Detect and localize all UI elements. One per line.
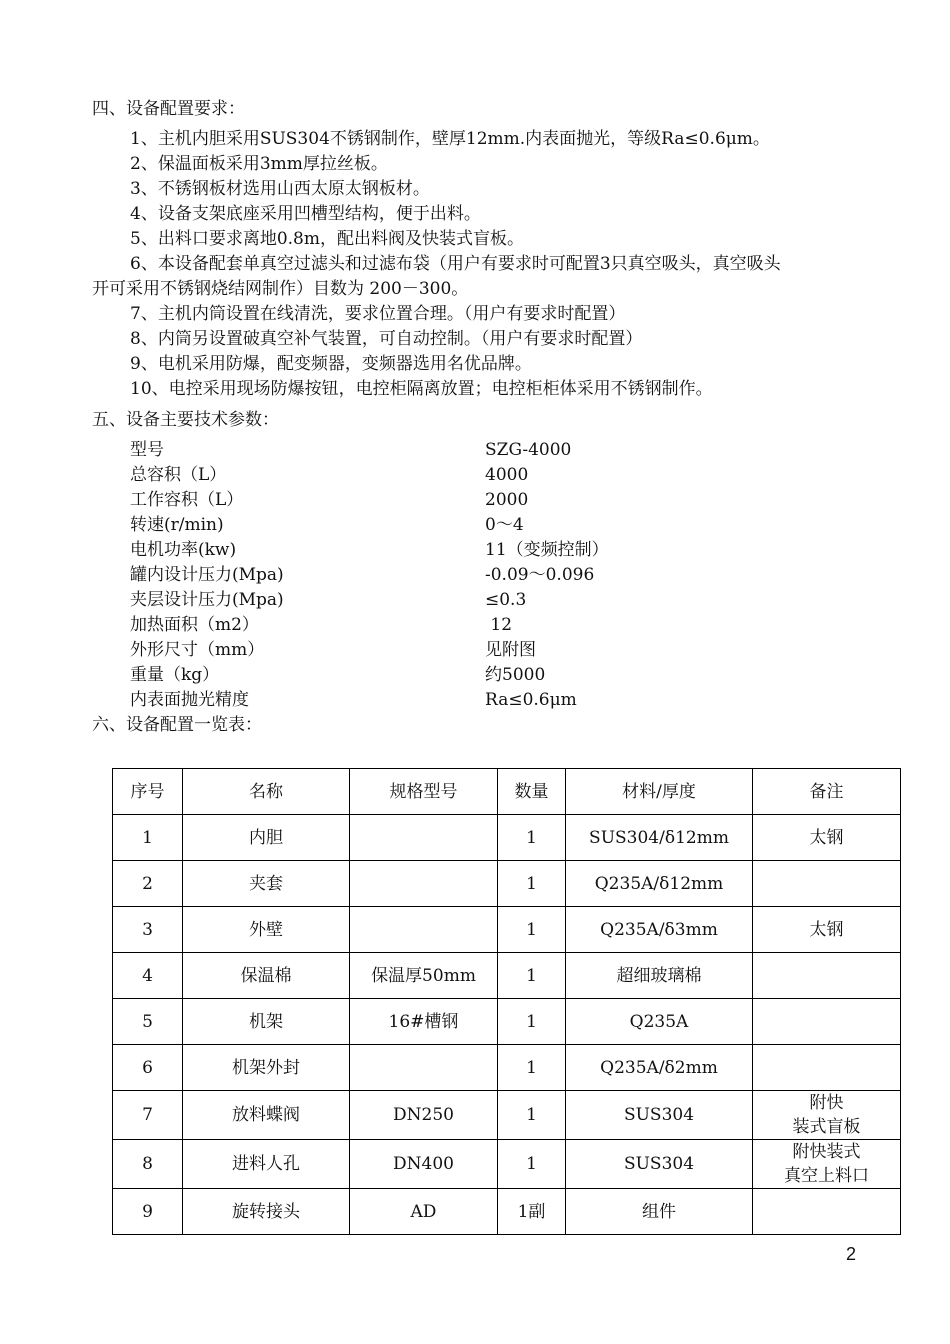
section4-item-8: 8、内筒另设置破真空补气装置，可自动控制。（用户有要求时配置）: [130, 329, 643, 349]
table-cell: 1: [498, 953, 566, 999]
table-cell: DN400: [350, 1140, 498, 1189]
table-cell: 附快装式 真空上料口: [753, 1140, 901, 1189]
table-cell: [753, 953, 901, 999]
table-cell: 7: [113, 1091, 183, 1140]
table-cell: SUS304: [566, 1091, 753, 1140]
header-cell: 数量: [498, 769, 566, 815]
section4-item-6-continuation: 开可采用不锈钢烧结网制作）目数为 200－300。: [92, 279, 469, 299]
table-cell: 3: [113, 907, 183, 953]
header-cell: 序号: [113, 769, 183, 815]
table-cell: DN250: [350, 1091, 498, 1140]
table-cell: 放料蝶阀: [183, 1091, 350, 1140]
table-cell: Q235A: [566, 999, 753, 1045]
table-cell: 16#槽钢: [350, 999, 498, 1045]
page-number: 2: [846, 1244, 857, 1264]
section4-item-2: 2、保温面板采用3mm厚拉丝板。: [130, 154, 388, 174]
table-cell: 机架: [183, 999, 350, 1045]
table-row: [113, 907, 901, 953]
table-cell: 1: [498, 1045, 566, 1091]
param-name: 加热面积（m2）: [130, 615, 259, 635]
table-cell: 4: [113, 953, 183, 999]
table-cell: 6: [113, 1045, 183, 1091]
section4-item-7: 7、主机内筒设置在线清洗，要求位置合理。（用户有要求时配置）: [130, 304, 626, 324]
table-cell: 内胆: [183, 815, 350, 861]
header-cell: 材料/厚度: [566, 769, 753, 815]
section6-heading: 六、设备配置一览表：: [92, 715, 262, 735]
table-header-row: [113, 769, 901, 815]
table-cell: AD: [350, 1189, 498, 1235]
param-value: 见附图: [485, 640, 536, 660]
table-cell: [350, 815, 498, 861]
header-cell: 规格型号: [350, 769, 498, 815]
table-cell: [753, 861, 901, 907]
param-value: Ra≤0.6μm: [485, 690, 577, 710]
table-row: [113, 861, 901, 907]
table-cell: 8: [113, 1140, 183, 1189]
table-cell: 1: [498, 815, 566, 861]
param-value: -0.09～0.096: [485, 565, 595, 585]
param-name: 夹层设计压力(Mpa): [130, 590, 284, 610]
table-row: [113, 1140, 901, 1189]
section4-item-1: 1、主机内胆采用SUS304不锈钢制作，壁厚12mm.内表面抛光，等级Ra≤0.6μm。: [130, 129, 770, 149]
param-value: 0～4: [485, 515, 524, 535]
table-cell: 2: [113, 861, 183, 907]
table-row: [113, 1091, 901, 1140]
section4-item-4: 4、设备支架底座采用凹槽型结构，便于出料。: [130, 204, 481, 224]
table-cell: 旋转接头: [183, 1189, 350, 1235]
table-cell: 太钢: [753, 907, 901, 953]
param-name: 转速(r/min): [130, 515, 224, 535]
table-row: [113, 999, 901, 1045]
section4-item-10: 10、电控采用现场防爆按钮，电控柜隔离放置；电控柜柜体采用不锈钢制作。: [130, 379, 713, 399]
table-cell: SUS304/δ12mm: [566, 815, 753, 861]
section4-heading: 四、设备配置要求：: [92, 99, 245, 119]
table-cell: 1: [498, 1140, 566, 1189]
param-name: 电机功率(kw): [130, 540, 237, 560]
table-cell: 9: [113, 1189, 183, 1235]
param-name: 总容积（L）: [130, 465, 227, 485]
table-row: [113, 1189, 901, 1235]
param-name: 工作容积（L）: [130, 490, 244, 510]
table-cell: SUS304: [566, 1140, 753, 1189]
table-cell: 机架外封: [183, 1045, 350, 1091]
table-cell: [753, 1189, 901, 1235]
param-name: 内表面抛光精度: [130, 690, 249, 710]
table-cell: 太钢: [753, 815, 901, 861]
table-cell: 1: [113, 815, 183, 861]
table-cell: Q235A/δ2mm: [566, 1045, 753, 1091]
section5-heading: 五、设备主要技术参数：: [92, 410, 279, 430]
param-value: 12: [485, 615, 513, 635]
table-cell: 保温厚50mm: [350, 953, 498, 999]
table-row: [113, 953, 901, 999]
table-cell: [350, 861, 498, 907]
section4-item-9: 9、电机采用防爆，配变频器，变频器选用名优品牌。: [130, 354, 532, 374]
param-name: 罐内设计压力(Mpa): [130, 565, 284, 585]
table-row: [113, 1045, 901, 1091]
table-cell: [753, 999, 901, 1045]
param-value: 4000: [485, 465, 529, 485]
param-name: 型号: [130, 440, 164, 460]
table-cell: 进料人孔: [183, 1140, 350, 1189]
section4-item-6: 6、本设备配套单真空过滤头和过滤布袋（用户有要求时可配置3只真空吸头，真空吸头: [130, 254, 781, 274]
param-name: 外形尺寸（mm）: [130, 640, 265, 660]
table-cell: 组件: [566, 1189, 753, 1235]
header-cell: 名称: [183, 769, 350, 815]
table-row: [113, 815, 901, 861]
param-value: SZG-4000: [485, 440, 572, 460]
equipment-config-table: [112, 768, 901, 1235]
table-cell: 1副: [498, 1189, 566, 1235]
table-cell: 1: [498, 999, 566, 1045]
table-cell: [350, 1045, 498, 1091]
param-value: 约5000: [485, 665, 546, 685]
table-cell: 超细玻璃棉: [566, 953, 753, 999]
table-cell: [350, 907, 498, 953]
table-cell: 1: [498, 907, 566, 953]
param-value: 2000: [485, 490, 529, 510]
table-cell: 5: [113, 999, 183, 1045]
table-cell: 保温棉: [183, 953, 350, 999]
table-cell: [753, 1045, 901, 1091]
param-name: 重量（kg）: [130, 665, 220, 685]
table-cell: 附快 装式盲板: [753, 1091, 901, 1140]
section4-item-5: 5、出料口要求离地0.8m，配出料阀及快装式盲板。: [130, 229, 524, 249]
param-value: ≤0.3: [485, 590, 527, 610]
table-cell: 夹套: [183, 861, 350, 907]
table-cell: Q235A/δ3mm: [566, 907, 753, 953]
section4-item-3: 3、不锈钢板材选用山西太原太钢板材。: [130, 179, 430, 199]
table-cell: 1: [498, 861, 566, 907]
param-value: 11（变频控制）: [485, 540, 609, 560]
table-cell: Q235A/δ12mm: [566, 861, 753, 907]
table-cell: 1: [498, 1091, 566, 1140]
header-cell: 备注: [753, 769, 901, 815]
table-cell: 外壁: [183, 907, 350, 953]
